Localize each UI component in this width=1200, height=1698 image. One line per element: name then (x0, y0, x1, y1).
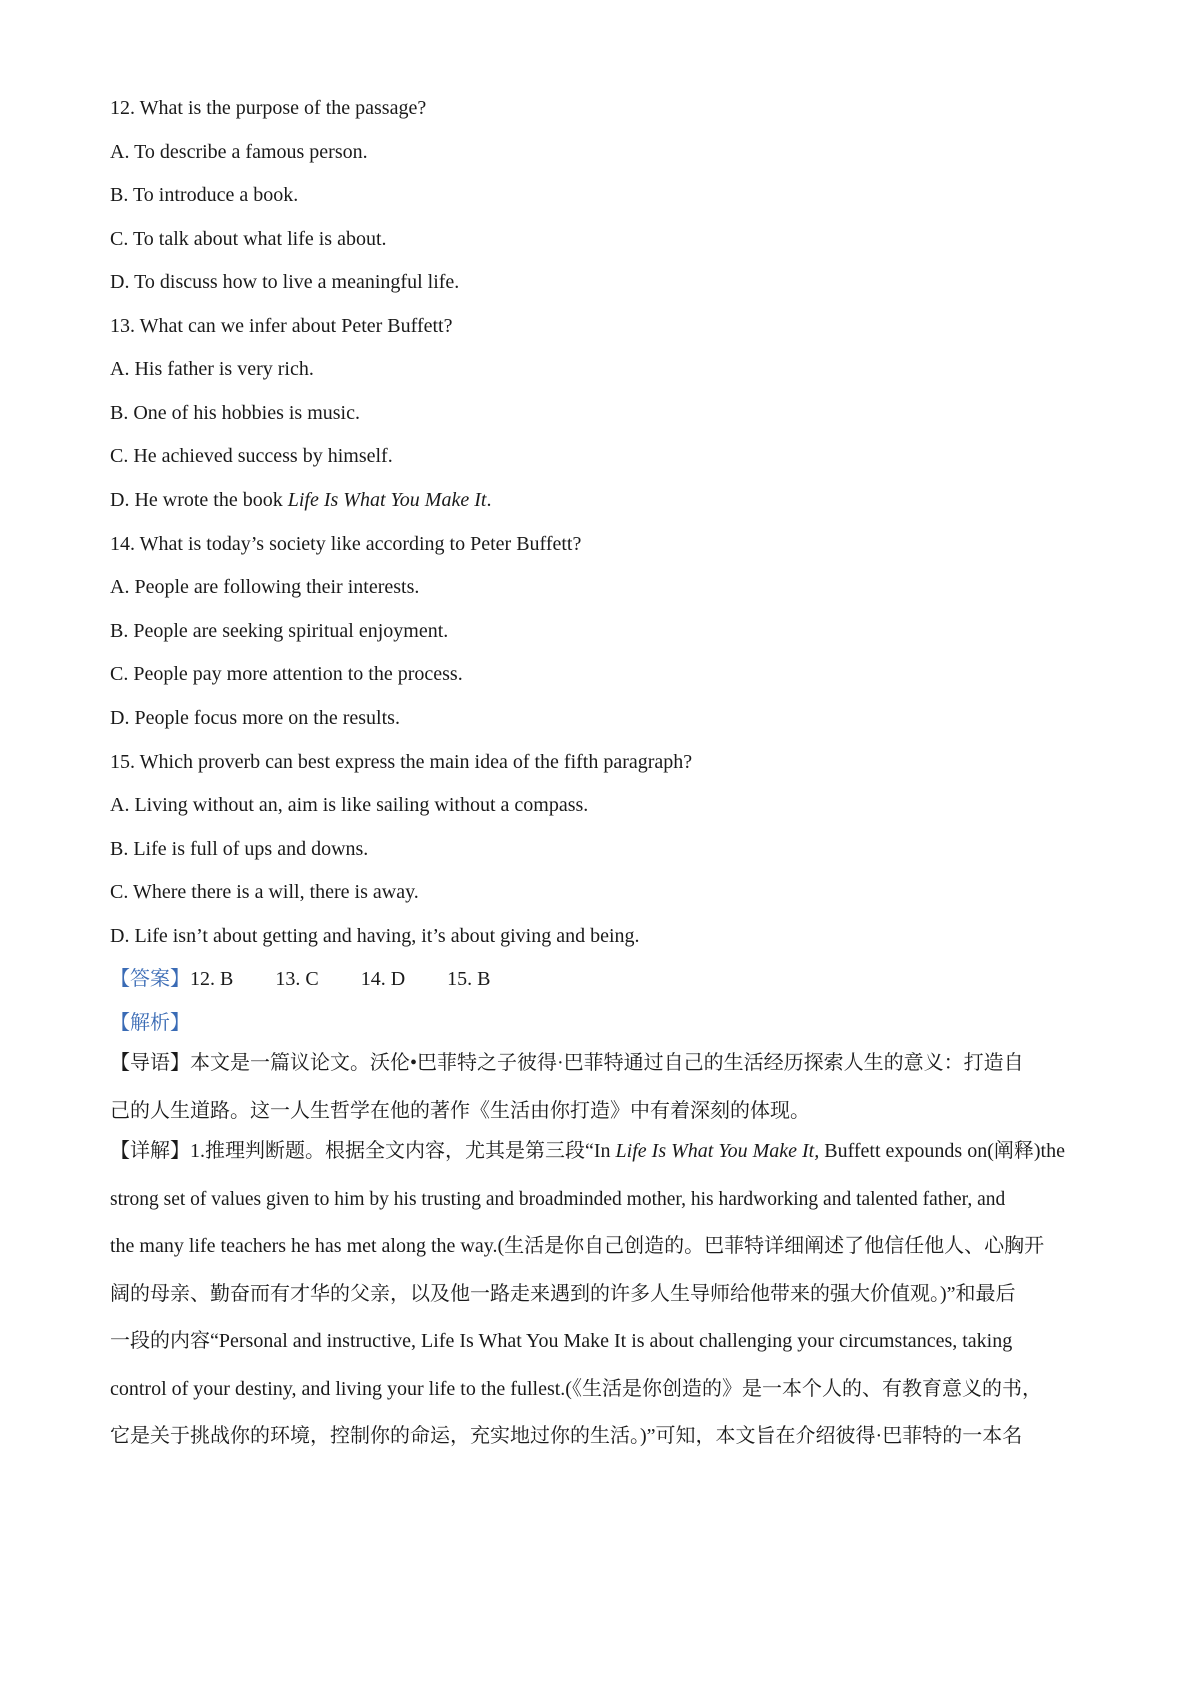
question-15-stem: 15. Which proverb can best express the main idea of the fifth paragraph? (110, 751, 693, 773)
guide-line-2: 己的人生道路。这一人生哲学在他的著作《生活由你打造》中有着深刻的体现。 (110, 1099, 810, 1122)
question-13-option-d (110, 487, 491, 513)
detail-line-4: 阔的母亲、勤奋而有才华的父亲，以及他一路走来遇到的许多人生导师给他带来的强大价值观。)”和最后 (110, 1282, 1016, 1305)
book-title: Life Is What You Make It (287, 489, 487, 511)
detail-label: 【详解】 (110, 1140, 190, 1162)
question-15-option-a: A. Living without an, aim is like sailing without a compass. (110, 794, 589, 816)
question-14-option-d: D. People focus more on the results. (110, 707, 400, 729)
question-12-option-b: B. To introduce a book. (110, 184, 299, 206)
question-15-option-c: C. Where there is a will, there is away. (110, 881, 419, 903)
answer-item: 14. D (360, 968, 406, 990)
question-14-option-b: B. People are seeking spiritual enjoyment. (110, 620, 449, 642)
question-12-option-d: D. To discuss how to live a meaningful life. (110, 271, 460, 293)
book-title: Life Is What You Make It, (615, 1140, 820, 1162)
question-12-stem: 12. What is the purpose of the passage? (110, 97, 427, 119)
guide-label: 【导语】 (110, 1052, 190, 1074)
detail-line-6: control of your destiny, and living your life to the fullest.(《生活是你创造的》是一本个人的、有教育意义的书， (110, 1377, 1042, 1400)
detail-line-7: 它是关于挑战你的环境，控制你的命运，充实地过你的生活。)”可知，本文旨在介绍彼得·巴菲特的一本名 (110, 1425, 1023, 1447)
detail-line-2: strong set of values given to him by his trusting and broadminded mother, his hardworking and talented father, and (110, 1188, 1006, 1210)
guide-paragraph (110, 1040, 1100, 1135)
question-15-option-d: D. Life isn’t about getting and having, it’s about giving and being. (110, 925, 640, 947)
detail-line-3: the many life teachers he has met along the way.(生活是你自己创造的。巴菲特详细阐述了他信任他人、心胸开 (110, 1235, 1045, 1257)
answer-item: 15. B (447, 968, 491, 990)
detail-paragraph (110, 1128, 1100, 1461)
detail-line-5: 一段的内容“Personal and instructive, Life Is What You Make It is about challenging your circumstances, taking (110, 1330, 1013, 1352)
question-13-option-a: A. His father is very rich. (110, 358, 314, 380)
question-15-option-b: B. Life is full of ups and downs. (110, 838, 369, 860)
analysis-label: 【解析】 (110, 1012, 190, 1034)
answer-line (110, 966, 490, 992)
option-d-prefix: D. He wrote the book (110, 489, 288, 511)
question-12-option-c: C. To talk about what life is about. (110, 228, 387, 250)
detail-line-1: 【详解】1.推理判断题。根据全文内容，尤其是第三段“In Life Is What You Make It, Buffett expounds on(阐释)the (110, 1140, 1065, 1162)
question-13-option-b: B. One of his hobbies is music. (110, 402, 360, 424)
answer-item: 13. C (275, 968, 319, 990)
question-14-stem: 14. What is today’s society like according to Peter Buffett? (110, 533, 582, 555)
question-12-option-a: A. To describe a famous person. (110, 141, 368, 163)
question-13-option-c: C. He achieved success by himself. (110, 445, 393, 467)
question-14-option-a: A. People are following their interests. (110, 576, 420, 598)
answer-label: 【答案】 (110, 968, 190, 990)
document-page (110, 0, 1100, 1698)
guide-line-1: 【导语】本文是一篇议论文。沃伦•巴菲特之子彼得·巴菲特通过自己的生活经历探索人生的意义：打造自 (110, 1052, 1024, 1074)
question-13-stem: 13. What can we infer about Peter Buffett? (110, 315, 453, 337)
option-d-suffix: . (486, 489, 492, 511)
question-14-option-c: C. People pay more attention to the process. (110, 663, 463, 685)
answer-item: 12. B (190, 968, 234, 990)
